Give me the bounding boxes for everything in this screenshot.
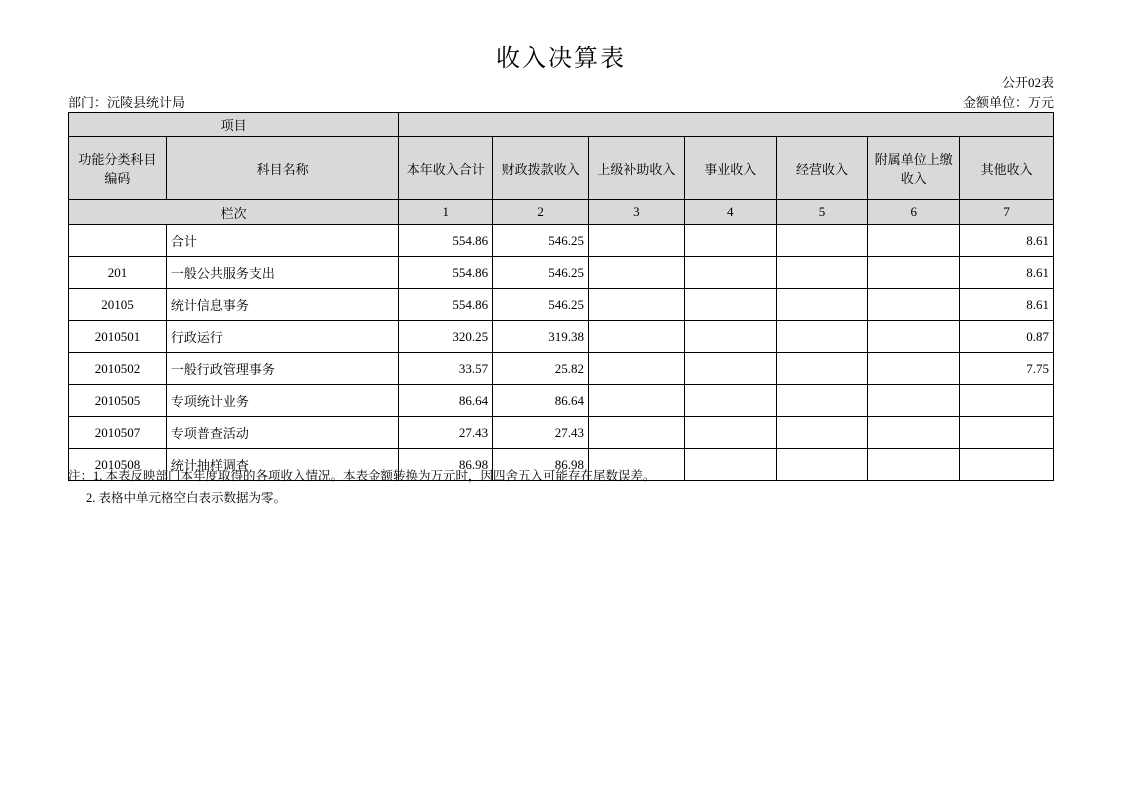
cell-code bbox=[69, 225, 167, 257]
cell-code: 2010505 bbox=[69, 385, 167, 417]
cell-operating bbox=[776, 289, 868, 321]
cell-other: 8.61 bbox=[960, 257, 1054, 289]
cell-other bbox=[960, 385, 1054, 417]
page-title: 收入决算表 bbox=[496, 46, 626, 72]
cell-subordinate bbox=[868, 289, 960, 321]
cell-total: 27.43 bbox=[399, 417, 493, 449]
table-header-row bbox=[69, 137, 1054, 200]
cell-code: 2010507 bbox=[69, 417, 167, 449]
cell-total: 554.86 bbox=[399, 257, 493, 289]
group-header-blank bbox=[399, 113, 1054, 137]
cell-superior bbox=[589, 353, 685, 385]
cell-code: 2010502 bbox=[69, 353, 167, 385]
cell-subordinate bbox=[868, 353, 960, 385]
cell-name: 一般公共服务支出 bbox=[166, 257, 398, 289]
col-header-operating-income: 经营收入 bbox=[776, 137, 868, 200]
cell-name: 统计信息事务 bbox=[166, 289, 398, 321]
cell-name: 合计 bbox=[166, 225, 398, 257]
cell-operating bbox=[776, 225, 868, 257]
cell-fiscal: 546.25 bbox=[493, 225, 589, 257]
cell-operating bbox=[776, 385, 868, 417]
cell-total: 86.64 bbox=[399, 385, 493, 417]
cell-fiscal: 319.38 bbox=[493, 321, 589, 353]
cell-operating bbox=[776, 417, 868, 449]
cell-superior bbox=[589, 385, 685, 417]
row-label-header: 栏次 bbox=[69, 200, 399, 225]
table-row bbox=[69, 417, 1054, 449]
cell-name: 专项统计业务 bbox=[166, 385, 398, 417]
cell-business bbox=[684, 449, 776, 481]
note-line-1: 注：1. 本表反映部门本年度取得的各项收入情况。本表金额转换为万元时，因四舍五入可能存在尾数误差。 bbox=[68, 469, 656, 483]
cell-business bbox=[684, 417, 776, 449]
col-header-year-total: 本年收入合计 bbox=[399, 137, 493, 200]
cell-name: 专项普查活动 bbox=[166, 417, 398, 449]
cell-business bbox=[684, 289, 776, 321]
cell-total: 554.86 bbox=[399, 289, 493, 321]
cell-other: 0.87 bbox=[960, 321, 1054, 353]
cell-subordinate bbox=[868, 417, 960, 449]
col-header-superior-subsidy: 上级补助收入 bbox=[589, 137, 685, 200]
cell-fiscal: 86.64 bbox=[493, 385, 589, 417]
col-index-1: 1 bbox=[399, 200, 493, 225]
cell-operating bbox=[776, 321, 868, 353]
cell-subordinate bbox=[868, 449, 960, 481]
cell-subordinate bbox=[868, 385, 960, 417]
cell-business bbox=[684, 257, 776, 289]
cell-other: 8.61 bbox=[960, 289, 1054, 321]
cell-business bbox=[684, 225, 776, 257]
cell-total: 554.86 bbox=[399, 225, 493, 257]
col-header-subject-name: 科目名称 bbox=[166, 137, 398, 200]
cell-name: 统计抽样调查 bbox=[166, 449, 398, 481]
cell-total: 320.25 bbox=[399, 321, 493, 353]
cell-operating bbox=[776, 257, 868, 289]
col-header-fiscal-appropriation: 财政拨款收入 bbox=[493, 137, 589, 200]
table-notes bbox=[68, 465, 656, 509]
cell-superior bbox=[589, 417, 685, 449]
cell-name: 行政运行 bbox=[166, 321, 398, 353]
col-header-function-code: 功能分类科目编码 bbox=[69, 137, 167, 200]
cell-total: 33.57 bbox=[399, 353, 493, 385]
table-row bbox=[69, 225, 1054, 257]
table-column-index-row bbox=[69, 200, 1054, 225]
table-row bbox=[69, 257, 1054, 289]
cell-code: 2010508 bbox=[69, 449, 167, 481]
cell-fiscal: 27.43 bbox=[493, 417, 589, 449]
table-row bbox=[69, 353, 1054, 385]
group-header-project: 项目 bbox=[69, 113, 399, 137]
cell-other bbox=[960, 449, 1054, 481]
cell-other: 7.75 bbox=[960, 353, 1054, 385]
note-line-2: 2. 表格中单元格空白表示数据为零。 bbox=[86, 491, 287, 505]
cell-business bbox=[684, 353, 776, 385]
cell-superior bbox=[589, 257, 685, 289]
col-header-subordinate-income: 附属单位上缴收入 bbox=[868, 137, 960, 200]
cell-subordinate bbox=[868, 257, 960, 289]
cell-fiscal: 546.25 bbox=[493, 257, 589, 289]
cell-code: 201 bbox=[69, 257, 167, 289]
cell-code: 2010501 bbox=[69, 321, 167, 353]
cell-fiscal: 546.25 bbox=[493, 289, 589, 321]
cell-subordinate bbox=[868, 321, 960, 353]
cell-other: 8.61 bbox=[960, 225, 1054, 257]
col-index-6: 6 bbox=[868, 200, 960, 225]
form-code-label: 公开02表 bbox=[1001, 75, 1054, 90]
cell-subordinate bbox=[868, 225, 960, 257]
cell-code: 20105 bbox=[69, 289, 167, 321]
cell-superior bbox=[589, 289, 685, 321]
cell-operating bbox=[776, 353, 868, 385]
col-index-5: 5 bbox=[776, 200, 868, 225]
income-final-accounts-table bbox=[68, 112, 1054, 481]
col-index-3: 3 bbox=[589, 200, 685, 225]
col-header-business-income: 事业收入 bbox=[684, 137, 776, 200]
col-index-4: 4 bbox=[684, 200, 776, 225]
table-row bbox=[69, 321, 1054, 353]
table-header-group-row bbox=[69, 113, 1054, 137]
cell-superior bbox=[589, 225, 685, 257]
table-row bbox=[69, 385, 1054, 417]
cell-fiscal: 25.82 bbox=[493, 353, 589, 385]
amount-unit-label: 金额单位：万元 bbox=[962, 95, 1054, 110]
cell-operating bbox=[776, 449, 868, 481]
department-label: 部门：沅陵县统计局 bbox=[68, 95, 186, 110]
cell-superior bbox=[589, 321, 685, 353]
col-index-7: 7 bbox=[960, 200, 1054, 225]
cell-total: 86.98 bbox=[399, 449, 493, 481]
col-index-2: 2 bbox=[493, 200, 589, 225]
cell-business bbox=[684, 321, 776, 353]
cell-fiscal: 86.98 bbox=[493, 449, 589, 481]
cell-other bbox=[960, 417, 1054, 449]
cell-business bbox=[684, 385, 776, 417]
col-header-other-income: 其他收入 bbox=[960, 137, 1054, 200]
cell-name: 一般行政管理事务 bbox=[166, 353, 398, 385]
table-row bbox=[69, 289, 1054, 321]
